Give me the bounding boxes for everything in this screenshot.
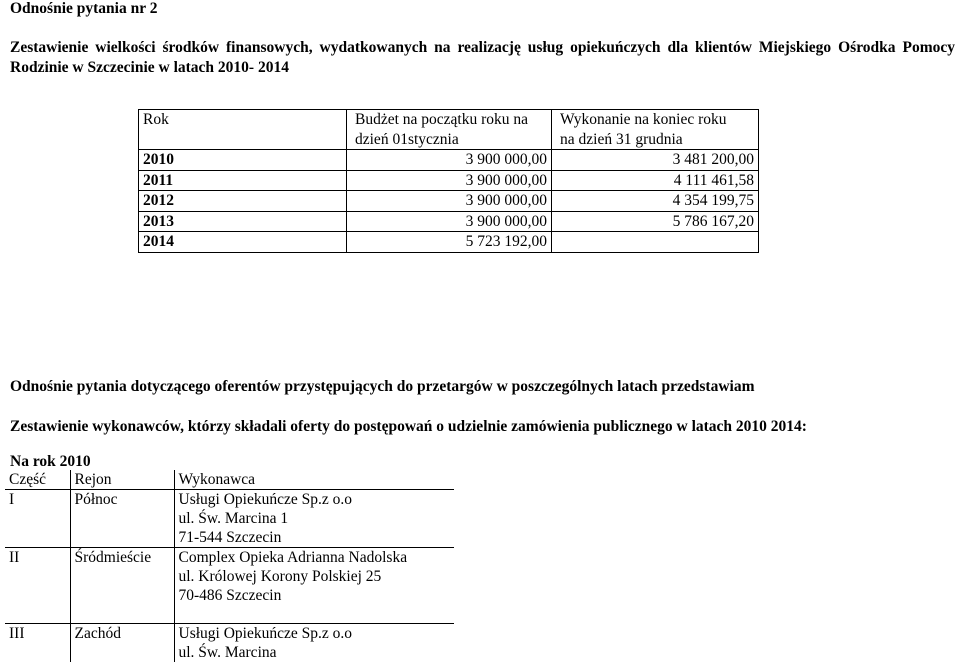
budget-exec: 5 786 167,20 xyxy=(552,211,759,232)
budget-exec xyxy=(552,232,759,253)
budget-row xyxy=(139,211,759,232)
contractor-street: ul. Św. Marcina xyxy=(179,643,451,662)
budget-exec: 4 111 461,58 xyxy=(552,170,759,191)
header-exec-line2: na dzień 31 grudnia xyxy=(560,130,754,150)
intro-contractors: Odnośnie pytania dotyczącego oferentów przystępujących do przetargów w poszczególnych latach przedstawiam xyxy=(10,378,754,396)
contractor-region: Północ xyxy=(70,490,174,548)
contractor-row xyxy=(5,548,454,624)
budget-year: 2010 xyxy=(139,150,347,171)
budget-header-row xyxy=(139,110,759,150)
budget-row xyxy=(139,170,759,191)
header-part: Część xyxy=(5,470,70,490)
budget-row xyxy=(139,232,759,253)
contractor-name: Complex Opieka Adrianna Nadolska xyxy=(179,548,451,567)
contractor-region: Śródmieście xyxy=(70,548,174,624)
budget-row xyxy=(139,191,759,212)
header-budget-line2: dzień 01stycznia xyxy=(355,130,547,150)
header-exec xyxy=(552,110,759,150)
budget-year: 2011 xyxy=(139,170,347,191)
contractor-row xyxy=(5,490,454,548)
contractor-city: 70-486 Szczecin xyxy=(179,586,451,605)
header-year: Rok xyxy=(139,110,347,150)
contractor-region: Zachód xyxy=(70,624,174,662)
contractor-part: III xyxy=(5,624,70,662)
contractor-city: 71-544 Szczecin xyxy=(179,528,451,547)
contractor-details xyxy=(174,548,454,624)
header-budget-line1: Budżet na początku roku na xyxy=(355,110,547,130)
summary-contractors-title: Zestawienie wykonawców, którzy składali oferty do postępowań o udzielnie zamówienia publicznego w latach 2010 2014: xyxy=(10,418,807,436)
contractor-name: Usługi Opiekuńcze Sp.z o.o xyxy=(179,624,451,643)
page-heading: Odnośnie pytania nr 2 xyxy=(10,0,157,18)
contractor-row xyxy=(5,624,454,662)
header-contractor: Wykonawca xyxy=(174,470,454,490)
contractors-header-row xyxy=(5,470,454,490)
budget-table xyxy=(138,109,759,253)
budget-year: 2012 xyxy=(139,191,347,212)
budget-row xyxy=(139,150,759,171)
header-exec-line1: Wykonanie na koniec roku xyxy=(560,110,754,130)
contractor-street: ul. Królowej Korony Polskiej 25 xyxy=(179,567,451,586)
contractor-part: I xyxy=(5,490,70,548)
contractor-name: Usługi Opiekuńcze Sp.z o.o xyxy=(179,490,451,509)
header-region: Rejon xyxy=(70,470,174,490)
year-label: Na rok 2010 xyxy=(10,453,91,471)
contractors-table xyxy=(5,470,454,662)
budget-year: 2013 xyxy=(139,211,347,232)
budget-start: 3 900 000,00 xyxy=(347,150,552,171)
budget-start: 3 900 000,00 xyxy=(347,211,552,232)
budget-start: 5 723 192,00 xyxy=(347,232,552,253)
budget-exec: 3 481 200,00 xyxy=(552,150,759,171)
contractor-details xyxy=(174,490,454,548)
budget-start: 3 900 000,00 xyxy=(347,191,552,212)
budget-exec: 4 354 199,75 xyxy=(552,191,759,212)
summary-finance-title: Zestawienie wielkości środków finansowych, wydatkowanych na realizację usług opiekuńczych dla klientów Miejskiego Ośrodka Pomocy Rodzinie w Szczecinie w latach 2010- 2014 xyxy=(10,38,955,78)
contractor-part: II xyxy=(5,548,70,624)
contractor-details xyxy=(174,624,454,662)
budget-start: 3 900 000,00 xyxy=(347,170,552,191)
budget-year: 2014 xyxy=(139,232,347,253)
contractor-street: ul. Św. Marcina 1 xyxy=(179,509,451,528)
header-budget xyxy=(347,110,552,150)
